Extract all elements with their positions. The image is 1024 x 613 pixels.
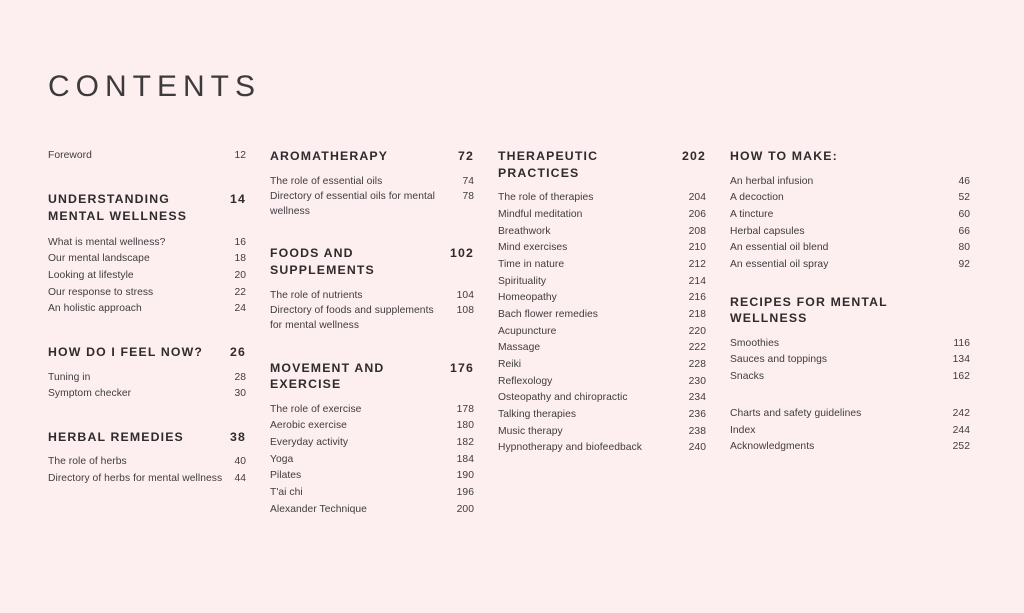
entry-label: Mind exercises xyxy=(498,242,568,254)
list-item[interactable] xyxy=(270,174,474,191)
contents-column-1 xyxy=(48,148,270,488)
entry-label: Aerobic exercise xyxy=(270,420,347,432)
list-item[interactable] xyxy=(498,390,706,407)
section-heading-label: THERAPEUTIC PRACTICES xyxy=(498,149,599,180)
entry-page: 108 xyxy=(456,305,474,317)
entry-page: 116 xyxy=(953,337,970,349)
section-heading-label: HERBAL REMEDIES xyxy=(48,429,184,444)
section-heading[interactable] xyxy=(48,429,246,446)
toc-section-herbal-remedies xyxy=(48,429,246,488)
entry-page: 230 xyxy=(688,375,706,387)
entry-label: Yoga xyxy=(270,453,294,465)
page-title: CONTENTS xyxy=(48,70,261,103)
toc-section-therapeutic-practices xyxy=(498,148,706,457)
list-item[interactable] xyxy=(498,324,706,341)
entry-page: 52 xyxy=(958,192,970,204)
entry-page: 184 xyxy=(456,453,474,465)
entry-page: 208 xyxy=(688,225,706,237)
entry-label: A tincture xyxy=(730,208,774,220)
entry-page: 104 xyxy=(456,289,474,301)
list-item[interactable] xyxy=(730,336,970,353)
entry-label: Time in nature xyxy=(498,258,565,270)
section-heading[interactable] xyxy=(498,148,706,181)
entry-label: A decoction xyxy=(730,192,784,204)
entry-label: An holistic approach xyxy=(48,303,142,315)
entry-label: Reflexology xyxy=(498,375,553,387)
entry-label: Acknowledgments xyxy=(730,441,815,453)
entry-page: 46 xyxy=(958,175,970,187)
entry-label: The role of exercise xyxy=(270,403,362,415)
entry-label: The role of essential oils xyxy=(270,175,383,187)
list-item[interactable] xyxy=(270,435,474,452)
list-item[interactable] xyxy=(270,418,474,435)
entry-label: Looking at lifestyle xyxy=(48,269,134,281)
entry-page: 196 xyxy=(456,487,474,499)
section-heading-label: UNDERSTANDING MENTAL WELLNESS xyxy=(48,191,188,224)
toc-section-understanding-mental-wellness xyxy=(48,191,246,318)
entry-page: 30 xyxy=(234,388,246,400)
entry-page: 244 xyxy=(952,424,970,436)
entry-label: Mindful meditation xyxy=(498,208,583,220)
entry-page: 216 xyxy=(688,292,706,304)
section-heading-label: RECIPES FOR MENTAL WELLNESS xyxy=(730,294,888,326)
toc-group-back-matter xyxy=(730,406,970,456)
section-heading[interactable] xyxy=(48,344,246,361)
list-item[interactable] xyxy=(498,357,706,374)
entry-page: 74 xyxy=(462,175,474,187)
entry-page: 16 xyxy=(234,236,246,248)
entry-label: Charts and safety guidelines xyxy=(730,407,862,419)
entry-page: 12 xyxy=(234,150,246,161)
entry-page: 210 xyxy=(688,242,706,254)
list-item[interactable] xyxy=(498,224,706,241)
list-item[interactable] xyxy=(730,406,970,423)
entry-page: 242 xyxy=(952,407,970,419)
list-item[interactable] xyxy=(498,424,706,441)
entry-label: Homeopathy xyxy=(498,292,557,304)
entry-page: 180 xyxy=(456,420,474,432)
entry-page: 60 xyxy=(958,208,970,220)
entry-page: 220 xyxy=(688,325,706,337)
list-item[interactable] xyxy=(498,374,706,391)
entry-page: 134 xyxy=(952,354,970,366)
entry-label: T'ai chi xyxy=(270,487,303,499)
entry-page: 214 xyxy=(688,275,706,287)
list-item[interactable] xyxy=(730,207,970,224)
contents-column-4 xyxy=(730,148,980,456)
list-item[interactable] xyxy=(730,240,970,257)
entry-label: Music therapy xyxy=(498,425,563,437)
list-item[interactable] xyxy=(498,274,706,291)
section-heading[interactable] xyxy=(730,148,970,165)
entry-page: 28 xyxy=(234,371,246,383)
entry-page: 240 xyxy=(688,442,706,454)
list-item[interactable] xyxy=(730,190,970,207)
entry-page: 236 xyxy=(688,408,706,420)
entry-page: 18 xyxy=(234,253,246,265)
entry-label: Breathwork xyxy=(498,225,551,237)
section-heading-page: 176 xyxy=(450,360,474,375)
entry-page: 20 xyxy=(234,269,246,281)
section-heading[interactable] xyxy=(48,191,246,226)
contents-column-2 xyxy=(270,148,498,518)
section-heading-page: 202 xyxy=(682,149,706,163)
list-item[interactable] xyxy=(48,454,246,471)
list-item[interactable] xyxy=(730,257,970,274)
entry-label: Smoothies xyxy=(730,337,780,349)
list-item[interactable] xyxy=(48,370,246,387)
entry-label: Directory of herbs for mental wellness xyxy=(48,473,223,485)
list-item[interactable] xyxy=(730,174,970,191)
entry-label: Directory of foods and supplements for mental wellness xyxy=(270,305,434,331)
list-item[interactable] xyxy=(270,485,474,502)
entry-page: 200 xyxy=(456,503,474,515)
list-item[interactable] xyxy=(48,471,246,488)
entry-label: Hypnotherapy and biofeedback xyxy=(498,442,642,454)
list-item[interactable] xyxy=(730,352,970,369)
list-item[interactable] xyxy=(48,301,246,318)
toc-section-recipes-for-mental-wellness xyxy=(730,294,970,386)
entry-page: 92 xyxy=(958,258,970,270)
list-item[interactable] xyxy=(270,468,474,485)
toc-group-foreword xyxy=(48,148,246,165)
entry-label: Symptom checker xyxy=(48,388,132,400)
entry-label: Everyday activity xyxy=(270,437,349,449)
list-item[interactable] xyxy=(48,268,246,285)
entry-label: The role of nutrients xyxy=(270,289,363,301)
list-item[interactable] xyxy=(498,240,706,257)
toc-section-foods-and-supplements xyxy=(270,245,474,333)
entry-label: Sauces and toppings xyxy=(730,354,828,366)
entry-label: An essential oil blend xyxy=(730,242,829,254)
entry-label: Herbal capsules xyxy=(730,225,805,237)
contents-columns xyxy=(48,148,984,518)
entry-page: 252 xyxy=(952,441,970,453)
list-item[interactable] xyxy=(48,386,246,403)
entry-label: What is mental wellness? xyxy=(48,236,166,248)
section-heading-label: MOVEMENT AND EXERCISE xyxy=(270,360,385,392)
entry-page: 204 xyxy=(688,192,706,204)
section-heading[interactable] xyxy=(270,148,474,165)
section-heading[interactable] xyxy=(730,294,970,327)
entry-page: 178 xyxy=(456,403,474,415)
entry-page: 238 xyxy=(688,425,706,437)
entry-label: Massage xyxy=(498,342,541,354)
entry-page: 40 xyxy=(234,456,246,468)
section-heading-label: AROMATHERAPY xyxy=(270,149,389,163)
entry-label: Spirituality xyxy=(498,275,547,287)
list-item[interactable] xyxy=(498,307,706,324)
list-item[interactable] xyxy=(730,439,970,456)
entry-page: 78 xyxy=(462,191,474,203)
entry-label: Talking therapies xyxy=(498,408,577,420)
entry-label: Directory of essential oils for mental wellness xyxy=(270,191,435,217)
entry-page: 24 xyxy=(234,303,246,315)
entry-label: Our response to stress xyxy=(48,286,154,298)
entry-page: 80 xyxy=(958,242,970,254)
entry-page: 228 xyxy=(688,358,706,370)
entry-label: Bach flower remedies xyxy=(498,308,599,320)
entry-page: 218 xyxy=(688,308,706,320)
list-item[interactable] xyxy=(270,288,474,305)
entry-label: The role of therapies xyxy=(498,192,594,204)
entry-page: 212 xyxy=(688,258,706,270)
section-heading-page: 26 xyxy=(230,344,246,359)
entry-page: 22 xyxy=(234,286,246,298)
entry-label: Reiki xyxy=(498,358,522,370)
section-heading-label: FOODS AND SUPPLEMENTS xyxy=(270,246,375,278)
entry-label: Snacks xyxy=(730,371,765,383)
entry-label: Osteopathy and chiropractic xyxy=(498,392,628,404)
section-heading-label: HOW TO MAKE: xyxy=(730,149,838,163)
entry-label: Index xyxy=(730,424,756,436)
list-item[interactable] xyxy=(730,224,970,241)
entry-label: Acupuncture xyxy=(498,325,557,337)
list-item[interactable] xyxy=(730,423,970,440)
list-item[interactable] xyxy=(270,190,474,219)
list-item[interactable] xyxy=(730,369,970,386)
section-heading-page: 72 xyxy=(458,149,474,163)
entry-label: Alexander Technique xyxy=(270,503,367,515)
entry-page: 182 xyxy=(456,437,474,449)
entry-label: The role of herbs xyxy=(48,456,127,468)
list-item[interactable] xyxy=(498,440,706,457)
list-item[interactable] xyxy=(498,207,706,224)
entry-page: 44 xyxy=(234,473,246,485)
section-heading[interactable] xyxy=(270,360,474,393)
contents-body xyxy=(48,72,984,583)
list-item[interactable] xyxy=(48,235,246,252)
section-heading-page: 102 xyxy=(450,246,474,261)
entry-page: 66 xyxy=(958,225,970,237)
list-item[interactable] xyxy=(270,304,474,333)
entry-page: 222 xyxy=(688,342,706,354)
section-heading[interactable] xyxy=(270,245,474,278)
entry-label: Foreword xyxy=(48,150,92,161)
toc-section-how-to-make xyxy=(730,148,970,274)
list-item[interactable] xyxy=(498,257,706,274)
section-heading-page: 14 xyxy=(230,191,246,206)
toc-section-movement-and-exercise xyxy=(270,360,474,519)
entry-page: 190 xyxy=(456,470,474,482)
section-heading-page: 38 xyxy=(230,429,246,444)
toc-section-aromatherapy xyxy=(270,148,474,219)
list-item[interactable] xyxy=(270,502,474,519)
list-item[interactable] xyxy=(498,190,706,207)
entry-page: 206 xyxy=(688,208,706,220)
contents-column-3 xyxy=(498,148,730,457)
section-heading-label: HOW DO I FEEL NOW? xyxy=(48,344,204,359)
entry-label: An herbal infusion xyxy=(730,175,814,187)
list-item[interactable] xyxy=(270,402,474,419)
entry-page: 234 xyxy=(688,392,706,404)
list-item[interactable] xyxy=(498,407,706,424)
list-item[interactable] xyxy=(498,290,706,307)
list-item[interactable] xyxy=(48,285,246,302)
entry-label: An essential oil spray xyxy=(730,258,829,270)
entry-label: Tuning in xyxy=(48,371,91,383)
entry-page: 162 xyxy=(952,371,970,383)
toc-section-how-do-i-feel-now xyxy=(48,344,246,403)
list-item[interactable] xyxy=(48,251,246,268)
entry-label: Our mental landscape xyxy=(48,253,150,265)
entry-label: Pilates xyxy=(270,470,302,482)
list-item[interactable] xyxy=(498,340,706,357)
list-item[interactable] xyxy=(270,452,474,469)
list-item[interactable] xyxy=(48,148,246,165)
